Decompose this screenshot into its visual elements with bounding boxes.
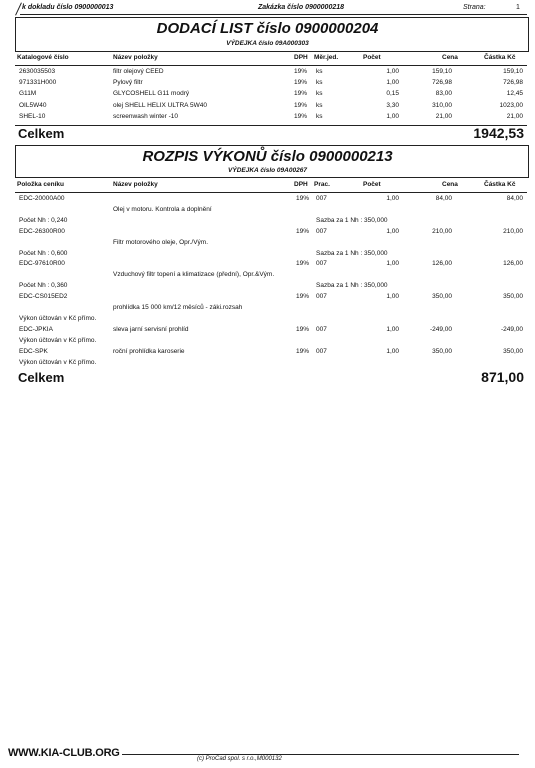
table-row (15, 249, 527, 259)
cell-price: 350,00 (432, 293, 452, 301)
header-vat: DPH (294, 54, 308, 61)
cell-vat: 19% (296, 347, 310, 355)
cell-code: Počet Nh : 0,360 (19, 282, 68, 290)
cell-code: Výkon účtován v Kč přímo. (19, 358, 97, 366)
cell-amount: 350,00 (503, 293, 523, 301)
cell-vat: 19% (296, 325, 310, 333)
cell-amount: -249,00 (500, 325, 523, 333)
table-row (15, 89, 527, 99)
header-price: Cena (442, 181, 458, 188)
cell-code: Výkon účtován v Kč přímo. (19, 336, 97, 344)
table-row (15, 292, 527, 302)
services-rows (15, 194, 527, 369)
header-code: Katalogové číslo (17, 54, 69, 61)
cell-name: olej SHELL HELIX ULTRA 5W40 (113, 101, 207, 109)
cell-price: 21,00 (435, 112, 452, 120)
cell-code: OIL5W40 (19, 101, 47, 109)
cell-code: Výkon účtován v Kč přímo. (19, 314, 97, 322)
cell-amount: 21,00 (506, 112, 523, 120)
services-title: ROZPIS VÝKONŮ číslo 0900000213 (142, 148, 393, 165)
cell-work: 007 (316, 260, 327, 268)
copyright: (c) ProCad spol. s r.o.,M000132 (197, 756, 282, 762)
delivery-header-divider (15, 65, 527, 66)
table-row (15, 314, 527, 324)
cell-code: SHEL-10 (19, 112, 46, 120)
header-code: Položka ceníku (17, 181, 64, 188)
cell-price: 126,00 (432, 260, 452, 268)
cell-vat: 19% (294, 112, 308, 120)
cell-work: 007 (316, 347, 327, 355)
header-unit: Měr.jed. (314, 54, 339, 61)
table-row (15, 216, 527, 226)
cell-amount: 159,10 (503, 68, 523, 75)
table-row (15, 336, 527, 346)
cell-amount: 210,00 (503, 227, 523, 235)
cell-amount: 126,00 (503, 260, 523, 268)
services-column-headers (15, 181, 527, 191)
document-reference: k dokladu číslo 0900000013 (22, 4, 114, 11)
cell-price: 350,00 (432, 347, 452, 355)
cell-name: Filtr motorového oleje, Opr./Vým. (113, 238, 209, 246)
cell-name: prohlídka 15 000 km/12 měsíců - záki.rozsah (113, 304, 243, 311)
table-row (15, 270, 527, 280)
cell-amount: 350,00 (503, 347, 523, 355)
table-row (15, 205, 527, 215)
cell-work: Sazba za 1 Nh : 350,000 (316, 282, 388, 290)
cell-vat: 19% (294, 68, 308, 75)
cell-code: EDC-SPK (19, 347, 48, 355)
page-number: 1 (516, 4, 520, 11)
cell-work: Sazba za 1 Nh : 350,000 (316, 216, 388, 224)
cell-price: 210,00 (432, 227, 452, 235)
cell-price: 159,10 (432, 68, 452, 75)
cell-name: Olej v motoru. Kontrola a doplnění (113, 205, 212, 213)
cell-name: Pylový filtr (113, 79, 143, 87)
cell-code: G11M (19, 90, 37, 98)
cell-code: Počet Nh : 0,600 (19, 249, 68, 257)
cell-code: 2630035503 (19, 68, 56, 75)
cell-code: Počet Nh : 0,240 (19, 216, 68, 224)
table-row (15, 78, 527, 88)
table-row (15, 303, 527, 313)
table-row (15, 194, 527, 204)
cell-price: 310,00 (432, 101, 452, 109)
services-total-value: 871,00 (481, 369, 524, 385)
delivery-total-label: Celkem (18, 126, 65, 141)
cell-code: EDC-CS015ED2 (19, 293, 68, 301)
table-row (15, 67, 527, 77)
cell-amount: 1023,00 (499, 101, 523, 109)
cell-code: EDC-26300R00 (19, 227, 65, 235)
cell-qty: 1,00 (386, 347, 399, 355)
table-row (15, 238, 527, 248)
cell-name: Vzduchový filtr topení a klimatizace (přední), Opr.&Vým. (113, 271, 275, 279)
footer-divider (122, 754, 519, 755)
cell-qty: 0,15 (386, 90, 399, 98)
cell-qty: 1,00 (386, 293, 399, 301)
cell-vat: 19% (294, 79, 308, 87)
delivery-column-headers (15, 54, 527, 64)
cell-vat: 19% (296, 195, 310, 202)
cell-amount: 726,98 (503, 79, 523, 87)
cell-amount: 12,45 (506, 90, 523, 98)
cell-amount: 84,00 (506, 195, 523, 202)
header-price: Cena (442, 54, 458, 61)
cell-unit: ks (316, 101, 323, 109)
delivery-total-divider (15, 125, 527, 126)
cell-qty: 1,00 (386, 112, 399, 120)
header-amount: Částka Kč (484, 54, 516, 61)
services-header-divider (15, 192, 527, 193)
cell-work: 007 (316, 293, 327, 301)
order-number: Zakázka číslo 0900000218 (258, 4, 345, 11)
table-row (15, 358, 527, 368)
header-qty: Počet (363, 54, 381, 61)
cell-code: EDC-97610R00 (19, 260, 65, 268)
cell-name: roční prohlídka karoserie (113, 347, 185, 355)
cell-name: screenwash winter -10 (113, 112, 179, 120)
cell-unit: ks (316, 90, 323, 98)
cell-qty: 1,00 (386, 227, 399, 235)
cell-work: Sazba za 1 Nh : 350,000 (316, 249, 388, 257)
cell-work: 007 (316, 195, 327, 202)
cell-vat: 19% (294, 101, 308, 109)
top-divider (20, 14, 527, 15)
header-name: Název položky (113, 54, 158, 61)
table-row (15, 227, 527, 237)
table-row (15, 101, 527, 111)
delivery-title: DODACÍ LIST číslo 0900000204 (156, 20, 379, 37)
table-row (15, 281, 527, 291)
delivery-rows (15, 67, 527, 125)
header-name: Název položky (113, 181, 158, 188)
cell-price: 83,00 (435, 90, 452, 98)
page-label: Strana: (463, 4, 486, 11)
cell-work: 007 (316, 325, 327, 333)
header-qty: Počet (363, 181, 381, 188)
cell-price: 84,00 (435, 195, 452, 202)
cell-price: 726,98 (432, 79, 452, 87)
table-row (15, 347, 527, 357)
watermark: WWW.KIA-CLUB.ORG (8, 747, 120, 759)
table-row (15, 325, 527, 335)
cell-work: 007 (316, 227, 327, 235)
cell-name: filtr olejový CEED (113, 68, 164, 75)
delivery-subtitle: VÝDEJKA číslo 09A000303 (226, 40, 309, 47)
cell-qty: 1,00 (386, 195, 399, 202)
cell-qty: 1,00 (386, 260, 399, 268)
cell-vat: 19% (294, 90, 308, 98)
table-row (15, 112, 527, 122)
cell-vat: 19% (296, 227, 310, 235)
header-work: Prac. (314, 181, 330, 188)
cell-code: EDC-20000A00 (19, 195, 65, 202)
delivery-total-value: 1942,53 (473, 125, 524, 141)
services-subtitle: VÝDEJKA číslo 09A00267 (228, 167, 307, 174)
cell-qty: 1,00 (386, 79, 399, 87)
cell-qty: 3,30 (386, 101, 399, 109)
cell-vat: 19% (296, 293, 310, 301)
services-total-label: Celkem (18, 370, 65, 385)
cell-qty: 1,00 (386, 325, 399, 333)
cell-code: 971331H000 (19, 79, 57, 87)
cell-name: sleva jarní servisní prohlíd (113, 325, 189, 333)
cell-unit: ks (316, 79, 323, 87)
table-row (15, 259, 527, 269)
cell-qty: 1,00 (386, 68, 399, 75)
cell-name: GLYCOSHELL G11 modrý (113, 90, 190, 98)
cell-code: EDC-JPKIA (19, 325, 53, 333)
cell-vat: 19% (296, 260, 310, 268)
cell-unit: ks (316, 68, 323, 75)
header-amount: Částka Kč (484, 181, 516, 188)
cell-unit: ks (316, 112, 323, 120)
cell-price: -249,00 (429, 325, 452, 333)
header-vat: DPH (294, 181, 308, 188)
